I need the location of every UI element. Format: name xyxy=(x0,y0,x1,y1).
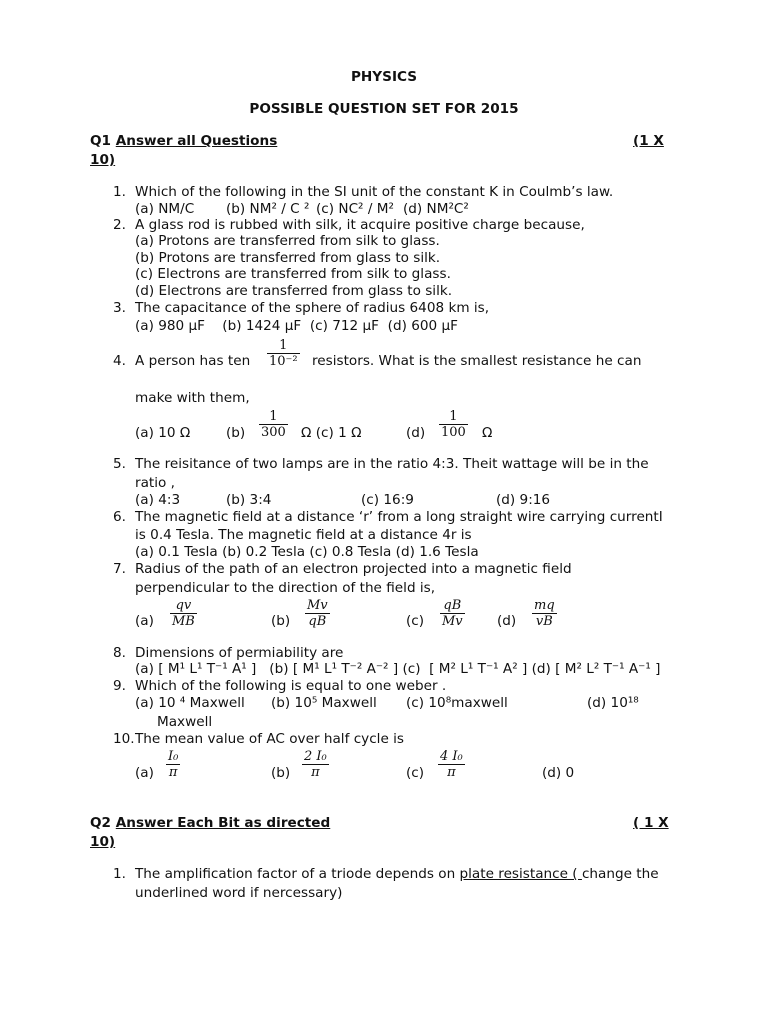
option-b: (b) NM² / C ² xyxy=(226,201,310,217)
q2-instruction: Answer Each Bit as directed xyxy=(115,815,331,831)
option-d: (d) Electrons are transferred from glass to silk. xyxy=(135,283,453,299)
fraction-denominator: 100 xyxy=(441,425,466,440)
q2-marks: ( 1 X xyxy=(633,815,669,831)
options-row: (a) 0.1 Tesla (b) 0.2 Tesla (c) 0.8 Tesla (d) 1.6 Tesla xyxy=(135,544,479,560)
option-d: (d) xyxy=(497,613,517,629)
fraction-denominator: π xyxy=(447,765,456,780)
fraction-numerator: 1 xyxy=(259,409,288,425)
q1-item-number: 7. xyxy=(113,561,126,577)
option-c: (c) xyxy=(406,765,425,781)
q1-item-number: 3. xyxy=(113,300,126,316)
q1-item-text-cont: resistors. What is the smallest resistance he can xyxy=(312,353,642,369)
fraction-denominator: 300 xyxy=(261,425,286,440)
fraction-denominator: Mv xyxy=(442,614,463,629)
option-b: (b) 3:4 xyxy=(226,492,272,508)
fraction-numerator: Mv xyxy=(307,598,328,613)
fraction xyxy=(305,598,330,629)
fraction xyxy=(170,598,197,629)
fraction-denominator: π xyxy=(168,765,178,780)
q1-item-text: A person has ten xyxy=(135,353,251,369)
q1-item-text: Dimensions of permiability are xyxy=(135,645,344,661)
fraction-denominator: vB xyxy=(535,614,553,629)
option-c: (c) Electrons are transferred from silk to glass. xyxy=(135,266,451,282)
fraction-denominator: 10⁻² xyxy=(269,354,298,369)
q2-marks-cont: 10) xyxy=(90,834,116,850)
q1-marks: (1 X xyxy=(633,133,664,149)
option-a: (a) NM/C xyxy=(135,201,195,217)
fraction-numerator: I₀ xyxy=(168,749,179,764)
q1-item-text-cont: ratio , xyxy=(135,475,175,491)
q1-item-number: 1. xyxy=(113,184,126,200)
q1-item-number: 6. xyxy=(113,509,126,525)
option-a: (a) 10 ⁴ Maxwell xyxy=(135,695,245,711)
option-b: (b) xyxy=(271,613,291,629)
option-c: (c) 10⁸maxwell xyxy=(406,695,508,711)
q1-item-text-cont: perpendicular to the direction of the field is, xyxy=(135,580,436,596)
q1-item-text-cont: make with them, xyxy=(135,390,250,406)
fraction xyxy=(302,749,329,780)
q2-item-text-pre: The amplification factor of a triode depends on xyxy=(135,866,460,882)
q1-label: Q1 xyxy=(90,133,112,149)
fraction-numerator: 1 xyxy=(267,338,300,354)
q1-item-text: The mean value of AC over half cycle is xyxy=(135,731,405,747)
options-row: (a) [ M¹ L¹ T⁻¹ A¹ ] (b) [ M¹ L¹ T⁻² A⁻² ] (c) [ M² L¹ T⁻¹ A² ] (d) [ M² L² T⁻¹ A⁻¹ ] xyxy=(135,661,661,677)
option-c: (c) 16:9 xyxy=(361,492,414,508)
option-a: (a) Protons are transferred from silk to glass. xyxy=(135,233,440,249)
q1-heading xyxy=(90,133,277,149)
q2-item-text-post: change the xyxy=(581,866,659,882)
q1-item-number: 8. xyxy=(113,645,126,661)
option-c: (c) NC² / M² xyxy=(316,201,394,217)
fraction xyxy=(259,409,288,440)
option-c: Ω (c) 1 Ω xyxy=(301,425,362,441)
q2-item-text-cont: underlined word if nercessary) xyxy=(135,885,343,901)
fraction-numerator: qv xyxy=(170,598,197,614)
fraction-numerator: qB xyxy=(440,598,465,614)
q1-item-text: Radius of the path of an electron projected into a magnetic field xyxy=(135,561,572,577)
q1-instruction: Answer all Questions xyxy=(115,133,278,149)
option-d: (d) 0 xyxy=(542,765,575,781)
fraction xyxy=(438,749,465,780)
option-a: (a) xyxy=(135,765,154,781)
fraction-numerator: mq xyxy=(534,598,555,613)
fraction xyxy=(440,598,465,629)
q1-item-number: 10. xyxy=(113,731,135,747)
option-cont: Maxwell xyxy=(157,714,213,730)
option-a: (a) 10 Ω xyxy=(135,425,191,441)
option-d: (d) 10¹⁸ xyxy=(587,695,639,711)
q2-label: Q2 xyxy=(90,815,112,831)
option-a: (a) xyxy=(135,613,154,629)
fraction xyxy=(532,598,557,629)
q1-item-text: Which of the following is equal to one weber . xyxy=(135,678,447,694)
q1-item-number: 2. xyxy=(113,217,126,233)
fraction xyxy=(439,409,468,440)
q2-item-number: 1. xyxy=(113,866,126,882)
q1-item-text: The capacitance of the sphere of radius 6408 km is, xyxy=(135,300,490,316)
q1-item-number: 5. xyxy=(113,456,126,472)
option-d: (d) xyxy=(406,425,426,441)
page-subject: PHYSICS xyxy=(350,69,418,85)
fraction-numerator: 1 xyxy=(439,409,468,425)
fraction xyxy=(166,749,180,780)
set-title: POSSIBLE QUESTION SET FOR 2015 xyxy=(249,101,519,117)
option-b: (b) 10⁵ Maxwell xyxy=(271,695,377,711)
q2-heading xyxy=(90,815,330,831)
underlined-word: plate resistance ( xyxy=(459,866,582,882)
option-b: (b) xyxy=(271,765,291,781)
q1-item-number: 9. xyxy=(113,678,126,694)
q1-item-text: Which of the following in the SI unit of the constant K in Coulmb’s law. xyxy=(135,184,614,200)
option-b: (b) Protons are transferred from glass to silk. xyxy=(135,250,441,266)
option-d: (d) NM²C² xyxy=(403,201,469,217)
q1-item-number: 4. xyxy=(113,353,126,369)
options-row: (a) 980 µF (b) 1424 µF (c) 712 µF (d) 600 µF xyxy=(135,318,458,334)
fraction-denominator: qB xyxy=(308,614,327,629)
q1-item-text-cont: is 0.4 Tesla. The magnetic field at a distance 4r is xyxy=(135,527,472,543)
option-d: (d) 9:16 xyxy=(496,492,551,508)
fraction xyxy=(267,338,300,369)
unit-label: Ω xyxy=(482,425,493,441)
q1-item-text: A glass rod is rubbed with silk, it acquire positive charge because, xyxy=(135,217,585,233)
q1-item-text: The magnetic field at a distance ‘r’ from a long straight wire carrying currentI xyxy=(135,509,663,525)
fraction-numerator: 4 I₀ xyxy=(440,749,463,764)
option-b: (b) xyxy=(226,425,246,441)
option-a: (a) 4:3 xyxy=(135,492,181,508)
fraction-denominator: MB xyxy=(172,614,195,629)
option-c: (c) xyxy=(406,613,425,629)
q1-marks-cont: 10) xyxy=(90,152,116,168)
q1-item-text: The reisitance of two lamps are in the ratio 4:3. Theit wattage will be in the xyxy=(135,456,649,472)
q2-item-text xyxy=(135,866,659,882)
fraction-numerator: 2 I₀ xyxy=(304,749,327,764)
fraction-denominator: π xyxy=(311,765,320,780)
